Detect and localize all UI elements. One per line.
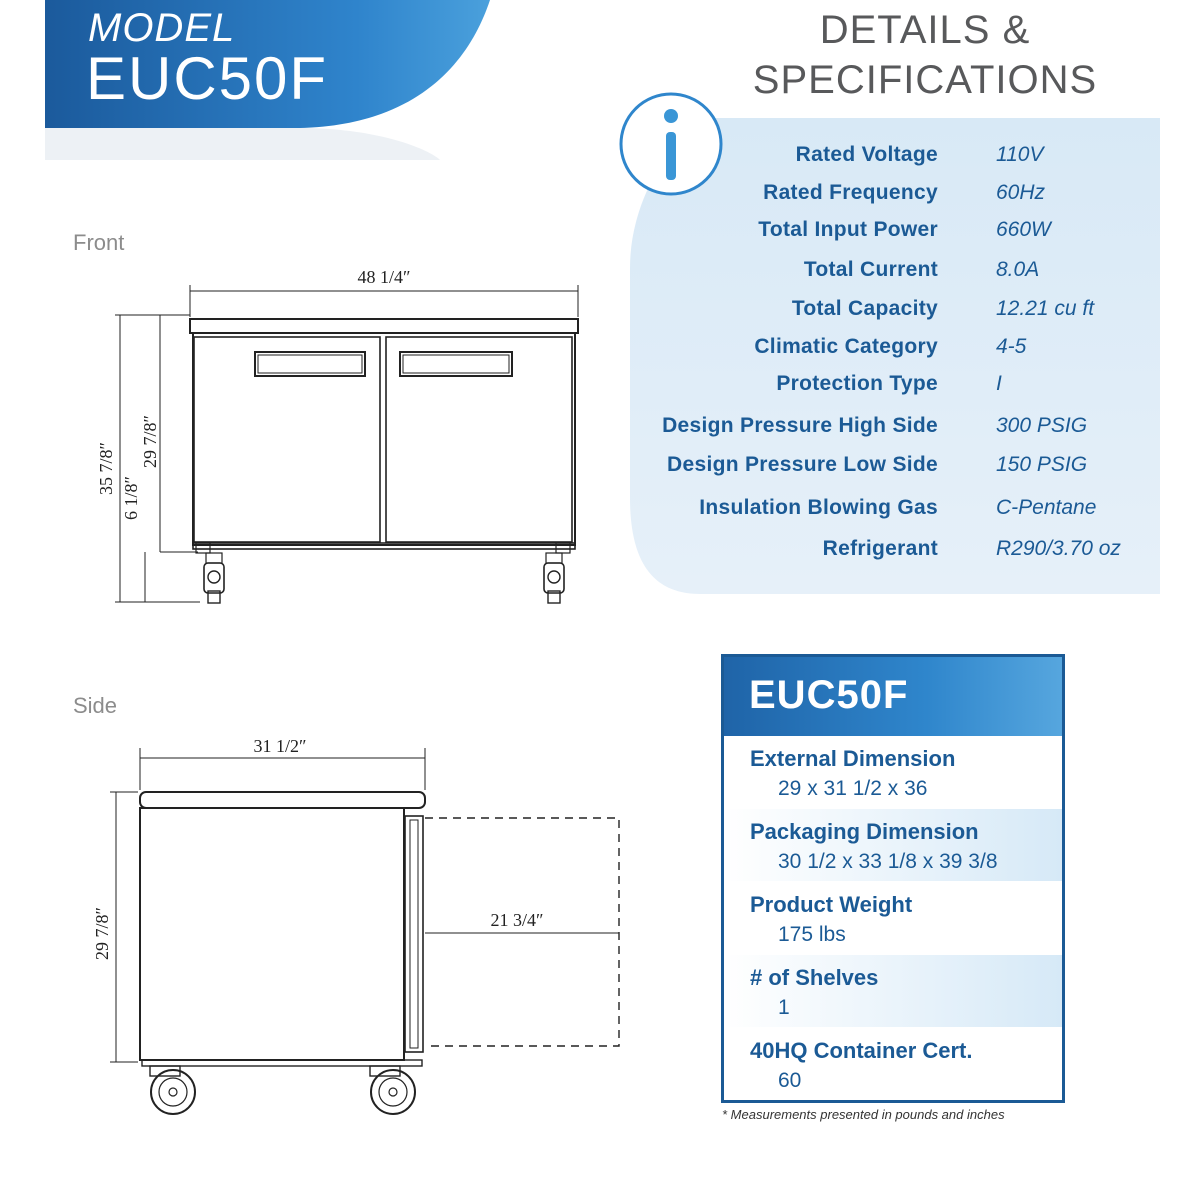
front-caster-height-dimension: 6 1/8″ — [121, 476, 141, 520]
spec-value: R290/3.70 oz — [996, 537, 1121, 560]
spec-label: Rated Frequency — [763, 181, 938, 204]
summary-row-label: External Dimension — [750, 746, 956, 771]
summary-row — [724, 1028, 1062, 1100]
spec-row — [630, 537, 1170, 567]
spec-value: 660W — [996, 218, 1051, 241]
spec-value: 4-5 — [996, 335, 1027, 358]
front-cabinet-height-dimension: 29 7/8″ — [140, 415, 160, 468]
spec-row — [630, 496, 1170, 526]
summary-row-label: # of Shelves — [750, 965, 879, 990]
spec-label: Insulation Blowing Gas — [699, 496, 938, 519]
spec-row — [630, 414, 1170, 444]
spec-row — [630, 372, 1170, 402]
summary-card — [721, 654, 1065, 1103]
summary-row-value: 29 x 31 1/2 x 36 — [778, 777, 928, 800]
spec-label: Rated Voltage — [795, 143, 938, 166]
spec-value: 110V — [996, 143, 1044, 166]
spec-row — [630, 218, 1170, 248]
summary-row-label: 40HQ Container Cert. — [750, 1038, 973, 1063]
spec-value: 300 PSIG — [996, 414, 1088, 437]
summary-row-value: 60 — [778, 1069, 802, 1092]
summary-row-value: 1 — [778, 996, 790, 1019]
side-view-label: Side — [73, 693, 118, 718]
spec-row — [630, 258, 1170, 288]
spec-label: Design Pressure Low Side — [667, 453, 938, 476]
spec-label: Total Current — [803, 258, 938, 281]
summary-row — [724, 736, 1062, 808]
summary-row — [724, 882, 1062, 954]
model-label: MODEL — [88, 6, 236, 50]
spec-label: Design Pressure High Side — [662, 414, 938, 437]
summary-card-title: EUC50F — [749, 673, 909, 717]
spec-value: 150 PSIG — [996, 453, 1088, 476]
footnote: * Measurements presented in pounds and inches — [722, 1107, 1005, 1122]
summary-row-value: 175 lbs — [778, 923, 846, 946]
spec-label: Total Input Power — [758, 218, 938, 241]
summary-row — [724, 955, 1062, 1027]
model-name: EUC50F — [86, 45, 329, 112]
spec-value: 12.21 cu ft — [996, 297, 1095, 320]
spec-row — [630, 335, 1170, 365]
spec-value: C-Pentane — [996, 496, 1097, 519]
spec-value: 60Hz — [996, 181, 1046, 204]
summary-row — [724, 809, 1062, 881]
spec-label: Climatic Category — [754, 335, 938, 358]
details-title-line2: SPECIFICATIONS — [752, 58, 1098, 102]
summary-row-label: Product Weight — [750, 892, 913, 917]
spec-value: I — [996, 372, 1002, 395]
summary-card-header — [724, 657, 1062, 736]
spec-label: Refrigerant — [822, 537, 938, 560]
spec-value: 8.0A — [996, 258, 1040, 281]
side-door-swing-dimension: 21 3/4″ — [490, 910, 544, 930]
side-view-drawing — [80, 728, 640, 1128]
spec-label: Protection Type — [776, 372, 938, 395]
spec-row — [630, 453, 1170, 483]
summary-row-value: 30 1/2 x 33 1/8 x 39 3/8 — [778, 850, 998, 873]
side-cabinet-height-dimension: 29 7/8″ — [92, 907, 112, 960]
spec-row — [630, 181, 1170, 211]
front-view-label: Front — [73, 230, 125, 255]
front-width-dimension: 48 1/4″ — [357, 267, 411, 287]
side-depth-dimension: 31 1/2″ — [253, 736, 307, 756]
spec-label: Total Capacity — [791, 297, 938, 320]
summary-row-label: Packaging Dimension — [750, 819, 979, 844]
spec-row — [630, 297, 1170, 327]
front-total-height-dimension: 35 7/8″ — [96, 442, 116, 495]
front-view-drawing — [90, 255, 600, 615]
spec-row — [630, 143, 1170, 173]
details-title-line1: DETAILS & — [819, 8, 1031, 52]
